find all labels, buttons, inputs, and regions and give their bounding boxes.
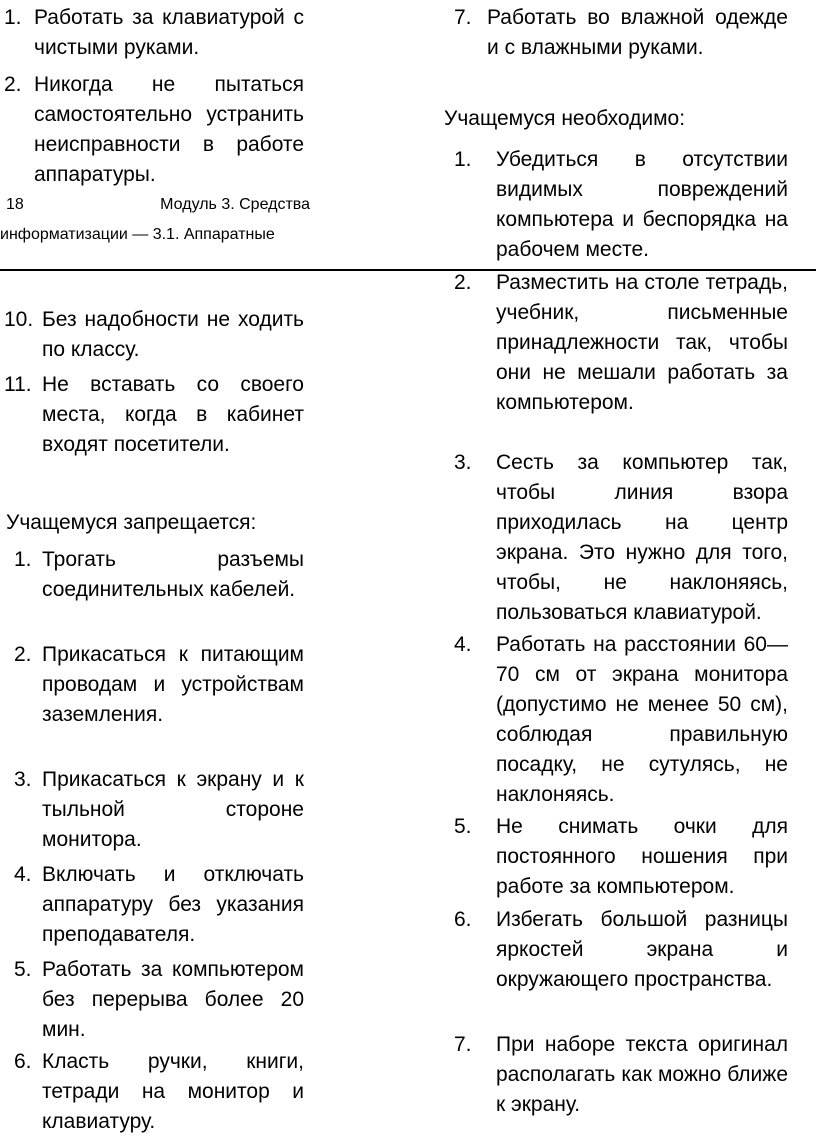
list-text: Никогда не пытаться самостоятельно устранить неисправности в работе аппаратуры. — [34, 73, 304, 186]
list-number: 2. — [454, 271, 472, 294]
list-text: Прикасаться к экрану и к тыльной стороне монитора. — [42, 768, 304, 851]
list-text: Не вставать со своего места, когда в кабинет входят посетители. — [42, 373, 304, 456]
list-item — [14, 1047, 304, 1137]
list-item — [454, 268, 788, 418]
list-number: 10. — [4, 308, 34, 331]
list-text: Работать на расстоянии 60—70 см от экрана монитора (допустимо не менее 50 см), соблюдая правильную посадку, не сутулясь, не наклоняясь. — [496, 633, 788, 806]
list-item — [14, 640, 304, 730]
list-item — [454, 1030, 788, 1120]
list-text: Сесть за компьютер так, чтобы линия взора приходилась на центр экрана. Это нужно для того, чтобы, не наклоняясь, пользоваться клавиатурой. — [496, 451, 788, 624]
list-number: 5. — [454, 815, 472, 838]
list-item — [454, 905, 788, 995]
list-item — [14, 955, 304, 1045]
page-number: 18 — [6, 196, 24, 213]
list-text: Включать и отключать аппаратуру без указания преподавателя. — [42, 863, 304, 946]
list-text: Прикасаться к питающим проводам и устройствам заземления. — [42, 643, 304, 726]
list-number: 1. — [14, 548, 32, 571]
list-text: Разместить на столе тетрадь, учебник, письменные принадлежности так, чтобы они не мешали работать за компьютером. — [496, 271, 788, 414]
list-number: 2. — [4, 73, 22, 96]
list-number: 4. — [454, 633, 472, 656]
module-subtitle: информатизации — 3.1. Аппаратные — [0, 226, 275, 243]
list-text: Не снимать очки для постоянного ношения при работе за компьютером. — [496, 815, 788, 898]
list-item — [454, 448, 788, 628]
list-text: Трогать разъемы соединительных кабелей. — [42, 548, 304, 601]
list-number: 4. — [14, 863, 32, 886]
list-number: 6. — [14, 1050, 32, 1073]
list-item — [14, 860, 304, 950]
list-number: 3. — [14, 768, 32, 791]
list-number: 5. — [14, 958, 32, 981]
module-title: Модуль 3. Средства — [160, 196, 310, 213]
list-text: Класть ручки, книги, тетради на монитор и клавиатуру. — [42, 1050, 304, 1133]
page-footer — [0, 190, 310, 250]
list-text: Работать за клавиатурой с чистыми руками. — [34, 6, 304, 59]
list-item — [454, 630, 788, 810]
list-number: 3. — [454, 451, 472, 474]
section-heading-necessary: Учащемуся необходимо: — [444, 107, 686, 130]
list-item — [454, 145, 788, 265]
list-number: 11. — [4, 373, 32, 396]
list-text: Работать за компьютером без перерыва более 20 мин. — [42, 958, 304, 1041]
list-item — [454, 812, 788, 902]
list-number: 7. — [454, 1033, 472, 1056]
list-text: Избегать большой разницы яркостей экрана и окружающего пространства. — [496, 908, 788, 991]
list-item — [4, 305, 304, 365]
list-number: 1. — [4, 6, 22, 29]
list-item — [4, 3, 304, 63]
list-item — [454, 3, 788, 63]
list-item — [14, 545, 304, 605]
list-item — [14, 765, 304, 855]
list-number: 1. — [454, 148, 472, 171]
list-text: Убедиться в отсутствии видимых повреждений компьютера и беспорядка на рабочем месте. — [496, 148, 788, 261]
list-item — [4, 370, 304, 460]
list-text: Без надобности не ходить по классу. — [42, 308, 304, 361]
list-number: 6. — [454, 908, 472, 931]
list-number: 2. — [14, 643, 32, 666]
list-text: При наборе текста оригинал располагать как можно ближе к экрану. — [496, 1033, 788, 1116]
section-heading-forbidden: Учащемуся запрещается: — [6, 511, 257, 534]
list-item — [4, 70, 304, 190]
list-number: 7. — [454, 6, 472, 29]
list-text: Работать во влажной одежде и с влажными руками. — [487, 6, 788, 59]
